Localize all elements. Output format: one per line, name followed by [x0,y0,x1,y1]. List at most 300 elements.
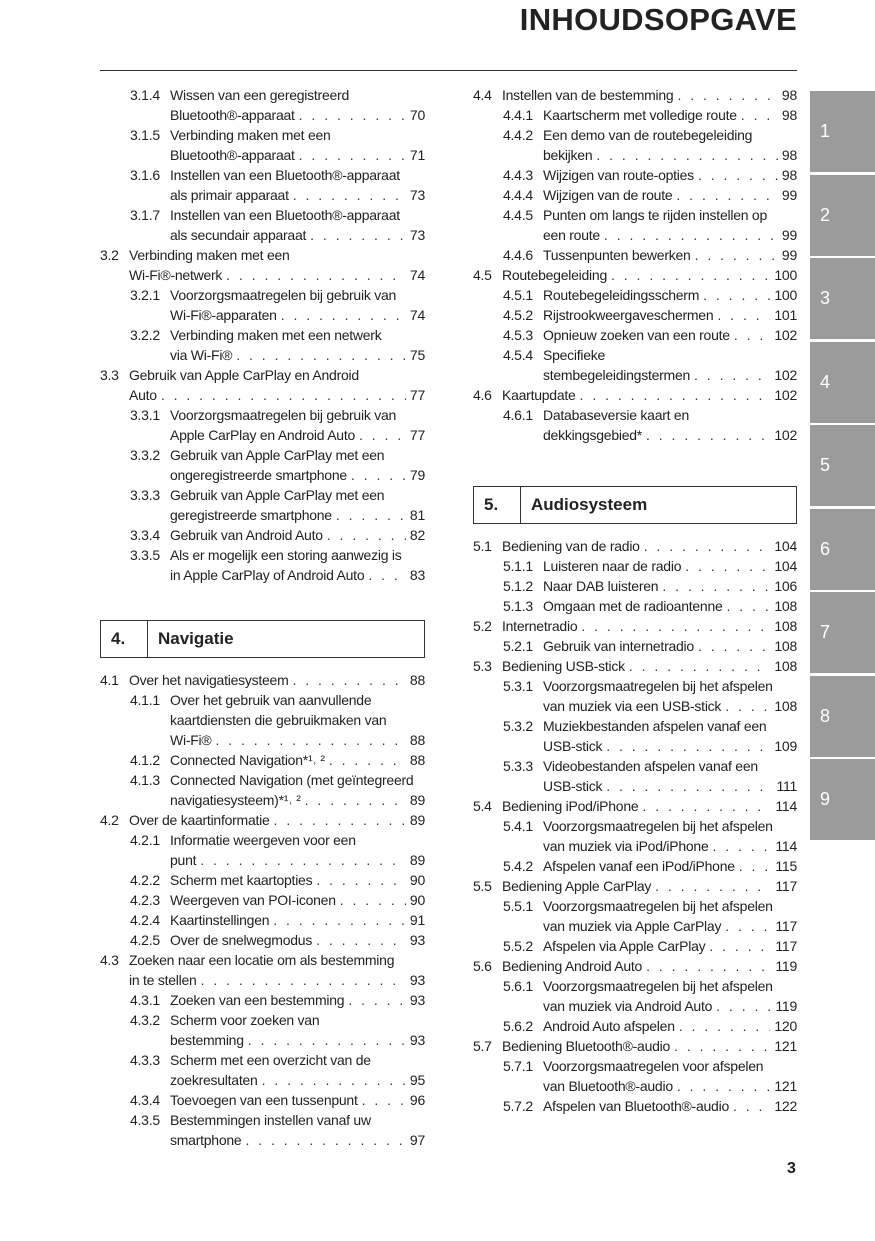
toc-entry-page[interactable]: 90 [409,872,425,888]
toc-entry-title: USB-stick [543,778,603,794]
toc-entry-page[interactable]: 121 [774,1038,797,1054]
dot-leader [629,656,771,676]
toc-entry-number: 5.5.1 [503,898,533,914]
toc-entry-page[interactable]: 108 [774,598,797,614]
toc-entry[interactable] [100,890,425,910]
toc-entry-page[interactable]: 98 [781,107,797,123]
toc-entry[interactable] [473,345,797,385]
toc-entry[interactable] [473,125,797,165]
toc-entry-title: Over de kaartinformatie [129,812,270,828]
toc-entry[interactable] [100,930,425,950]
toc-entry[interactable] [100,245,425,285]
toc-entry-page[interactable]: 101 [774,307,797,323]
toc-entry-number: 4.4.4 [503,187,533,203]
toc-entry-title: Bluetooth®-apparaat [170,107,295,123]
toc-entry[interactable] [100,950,425,990]
toc-entry-title: Weergeven van POI-iconen [170,892,336,908]
toc-entry-page[interactable]: 100 [774,267,797,283]
toc-entry-page[interactable]: 71 [409,147,425,163]
toc-entry-title: Gebruik van Apple CarPlay en Android [129,367,359,383]
dot-leader [741,105,778,125]
toc-entry-page[interactable]: 100 [774,287,797,303]
toc-entry-number: 4.2 [100,812,119,828]
dot-leader [606,776,772,796]
toc-entry-title: Als er mogelijk een storing aanwezig is [170,547,402,563]
toc-entry[interactable] [100,1050,425,1090]
toc-entry-title: bekijken [543,147,593,163]
toc-entry-number: 3.3 [100,367,119,383]
dot-leader [274,810,406,830]
dot-leader [677,1076,771,1096]
dot-leader [581,616,770,636]
toc-entry-page[interactable]: 89 [409,812,425,828]
toc-entry-line [473,365,797,385]
toc-entry[interactable] [100,125,425,165]
toc-entry-title: Wijzigen van de route [543,187,673,203]
toc-entry[interactable] [473,616,797,636]
toc-entry[interactable] [473,285,797,305]
toc-entry-number: 5.4.2 [503,858,533,874]
chapter-number: 5. [474,487,521,523]
toc-entry-number: 4.4.5 [503,207,533,223]
toc-entry-title: Bediening Bluetooth®-audio [502,1038,671,1054]
toc-entry-title: van Bluetooth®-audio [543,1078,673,1094]
toc-entry-page[interactable]: 99 [781,227,797,243]
toc-entry-line [473,616,797,636]
toc-entry-line [473,596,797,616]
toc-entry[interactable] [473,385,797,405]
toc-entry-line [100,710,425,730]
toc-entry-page[interactable]: 102 [774,387,797,403]
toc-entry-page[interactable]: 99 [781,247,797,263]
toc-entry-page[interactable]: 89 [409,792,425,808]
toc-entry[interactable] [100,85,425,125]
toc-entry[interactable] [100,545,425,585]
toc-entry-line [100,850,425,870]
toc-entry-page[interactable]: 121 [774,1078,797,1094]
toc-entry-title: Bediening Apple CarPlay [502,878,652,894]
toc-entry[interactable] [473,676,797,716]
toc-entry-number: 5.2 [473,618,492,634]
toc-entry-page[interactable]: 88 [409,752,425,768]
toc-entry-number: 5.1 [473,538,492,554]
toc-entry[interactable] [100,690,425,750]
toc-entry-line [100,990,425,1010]
toc-entry[interactable] [100,1110,425,1150]
toc-entry-page[interactable]: 108 [774,658,797,674]
toc-entry[interactable] [100,165,425,205]
toc-entry-line [100,505,425,525]
toc-entry-line [100,565,425,585]
toc-entry-line [473,385,797,405]
toc-entry-page[interactable]: 108 [774,698,797,714]
toc-entry-page[interactable]: 82 [409,527,425,543]
toc-entry-page[interactable]: 93 [409,932,425,948]
toc-entry-line [100,870,425,890]
dot-leader [293,670,406,690]
toc-entry-page[interactable]: 79 [409,467,425,483]
toc-entry-title: Informatie weergeven voor een [170,832,356,848]
toc-entry-number: 3.2.1 [130,287,160,303]
chapter-tab-4[interactable]: 4 [810,342,875,423]
dot-leader [299,105,406,125]
toc-entry[interactable] [100,525,425,545]
toc-entry-title: Auto [129,387,157,403]
toc-entry-number: 4.4 [473,87,492,103]
toc-entry-page[interactable]: 108 [774,638,797,654]
toc-entry[interactable] [473,265,797,285]
toc-entry-number: 4.6 [473,387,492,403]
toc-entry-title: Instellen van een Bluetooth®-apparaat [170,167,400,183]
toc-entry-page[interactable]: 91 [409,912,425,928]
toc-entry[interactable] [473,876,797,896]
toc-entry-title: Over het navigatiesysteem [129,672,289,688]
toc-entry-line [100,105,425,125]
toc-entry-page[interactable]: 73 [409,227,425,243]
toc-entry-title: Wi-Fi®-apparaten [170,307,277,323]
toc-entry-page[interactable]: 93 [409,992,425,1008]
toc-entry-line [100,525,425,545]
dot-leader [273,910,406,930]
toc-entry-title: Opnieuw zoeken van een route [543,327,730,343]
dot-leader [655,876,771,896]
toc-entry[interactable] [473,716,797,756]
dot-leader [305,790,406,810]
toc-entry-line [473,636,797,656]
toc-entry[interactable] [100,205,425,245]
chapter-tab-3[interactable]: 3 [810,258,875,339]
chapter-tab-6[interactable]: 6 [810,509,875,590]
toc-entry[interactable] [100,670,425,690]
chapter-tab-9[interactable]: 9 [810,759,875,840]
toc-entry[interactable] [473,536,797,556]
toc-entry-page[interactable]: 88 [409,672,425,688]
toc-entry-title: Luisteren naar de radio [543,558,682,574]
toc-entry[interactable] [473,896,797,936]
toc-entry-page[interactable]: 102 [774,427,797,443]
dot-leader [262,1070,406,1090]
toc-entry-page[interactable]: 120 [774,1018,797,1034]
toc-entry[interactable] [100,405,425,445]
toc-entry-number: 5.5 [473,878,492,894]
toc-entry-number: 3.2.2 [130,327,160,343]
toc-entry-number: 4.3.4 [130,1092,160,1108]
page-title: INHOUDSOPGAVE [519,2,797,37]
toc-entry[interactable] [100,1090,425,1110]
toc-entry-page[interactable]: 117 [775,878,797,894]
toc-entry-number: 4.1 [100,672,119,688]
toc-entry-title: Afspelen vanaf een iPod/iPhone [543,858,735,874]
toc-entry-page[interactable]: 96 [409,1092,425,1108]
toc-entry-page[interactable]: 119 [775,998,797,1014]
toc-entry-title: USB-stick [543,738,603,754]
chapter-tab-1[interactable]: 1 [810,91,875,172]
toc-entry[interactable] [473,405,797,445]
toc-entry-page[interactable]: 83 [409,567,425,583]
toc-entry[interactable] [473,205,797,245]
toc-entry[interactable] [100,485,425,525]
toc-entry-page[interactable]: 117 [775,938,797,954]
toc-entry-page[interactable]: 102 [774,327,797,343]
toc-entry-number: 5.7.2 [503,1098,533,1114]
toc-right-bottom [473,536,797,1116]
toc-entry-title: stembegeleidingstermen [543,367,691,383]
toc-entry-page[interactable]: 74 [409,267,425,283]
toc-entry-line [473,225,797,245]
toc-entry[interactable] [473,756,797,796]
toc-entry-page[interactable]: 109 [774,738,797,754]
toc-entry[interactable] [100,830,425,870]
toc-entry-title: navigatiesysteem)*¹˒ ² [170,792,301,808]
toc-entry-title: Instellen van de bestemming [502,87,674,103]
toc-entry[interactable] [473,85,797,105]
dot-leader [716,996,771,1016]
toc-entry[interactable] [473,796,797,816]
toc-entry-number: 5.3.1 [503,678,533,694]
toc-entry-number: 5.7 [473,1038,492,1054]
toc-entry-line [473,996,797,1016]
toc-entry-title: Routebegeleidingsscherm [543,287,700,303]
toc-entry[interactable] [473,165,797,185]
toc-entry-title: van muziek via Android Auto [543,998,713,1014]
toc-entry-page[interactable]: 93 [409,972,425,988]
dot-leader [248,1030,406,1050]
dot-leader [236,345,406,365]
toc-entry-title: Scherm met kaartopties [170,872,313,888]
toc-entry[interactable] [100,285,425,325]
toc-entry-page[interactable]: 117 [775,918,797,934]
toc-entry-page[interactable]: 122 [774,1098,797,1114]
toc-entry-page[interactable]: 98 [781,87,797,103]
toc-entry-page[interactable]: 115 [775,858,797,874]
toc-entry[interactable] [100,910,425,930]
toc-entry-line [473,1016,797,1036]
toc-entry[interactable] [473,105,797,125]
toc-entry-title: Zoeken van een bestemming [170,992,345,1008]
toc-entry-line [100,950,425,970]
toc-entry-line [473,145,797,165]
toc-entry-line [100,205,425,225]
toc-entry-page[interactable]: 114 [775,798,797,814]
toc-entry-number: 5.6.2 [503,1018,533,1034]
toc-entry-page[interactable]: 108 [774,618,797,634]
toc-entry-title: via Wi-Fi® [170,347,233,363]
toc-entry-number: 3.3.4 [130,527,160,543]
toc-entry-page[interactable]: 97 [409,1132,425,1148]
toc-entry-line [473,576,797,596]
toc-entry-title: Scherm voor zoeken van [170,1012,320,1028]
toc-entry[interactable] [100,770,425,810]
dot-leader [694,365,770,385]
chapter-tab-5[interactable]: 5 [810,425,875,506]
toc-entry-line [100,1010,425,1030]
toc-entry-page[interactable]: 93 [409,1032,425,1048]
toc-entry-title: Apple CarPlay en Android Auto [170,427,355,443]
toc-entry[interactable] [473,1096,797,1116]
toc-entry[interactable] [100,1010,425,1050]
dot-leader [245,1130,405,1150]
toc-entry[interactable] [473,936,797,956]
toc-entry-number: 5.6 [473,958,492,974]
toc-entry-line [473,956,797,976]
toc-entry-page[interactable]: 89 [409,852,425,868]
toc-entry-line [100,930,425,950]
toc-entry[interactable] [100,365,425,405]
toc-entry[interactable] [473,596,797,616]
toc-entry-line [100,265,425,285]
toc-entry-page[interactable]: 77 [409,387,425,403]
toc-entry-line [100,405,425,425]
toc-entry[interactable] [473,956,797,976]
toc-entry-page[interactable]: 119 [775,958,797,974]
toc-entry[interactable] [473,185,797,205]
toc-entry[interactable] [473,636,797,656]
toc-entry-number: 4.4.1 [503,107,533,123]
toc-entry[interactable] [473,576,797,596]
dot-leader [727,596,771,616]
toc-entry[interactable] [100,445,425,485]
toc-entry-number: 3.1.6 [130,167,160,183]
toc-entry[interactable] [100,870,425,890]
toc-entry[interactable] [100,750,425,770]
toc-entry-title: Verbinding maken met een netwerk [170,327,382,343]
toc-entry-line [473,796,797,816]
dot-leader [662,576,770,596]
toc-entry-number: 4.3.3 [130,1052,160,1068]
toc-entry-page[interactable]: 75 [409,347,425,363]
toc-entry-title: Gebruik van Android Auto [170,527,323,543]
toc-entry-line [100,1030,425,1050]
chapter-tab-2[interactable]: 2 [810,175,875,256]
chapter-tab-7[interactable]: 7 [810,592,875,673]
toc-entry-number: 4.5.4 [503,347,533,363]
toc-entry[interactable] [100,810,425,830]
dot-leader [674,1036,770,1056]
toc-entry-page[interactable]: 70 [409,107,425,123]
dot-leader [677,85,777,105]
toc-entry-page[interactable]: 88 [409,732,425,748]
toc-entry-title: van muziek via Apple CarPlay [543,918,722,934]
toc-entry-page[interactable]: 104 [774,558,797,574]
toc-entry-number: 4.1.2 [130,752,160,768]
toc-entry-title: Een demo van de routebegeleiding [543,127,753,143]
dot-leader [709,936,771,956]
toc-entry-page[interactable]: 81 [409,507,425,523]
toc-entry-page[interactable]: 106 [774,578,797,594]
toc-entry-line [100,385,425,405]
toc-entry-line [473,1056,797,1076]
toc-entry-title: Voorzorgsmaatregelen bij het afspelen [543,678,773,694]
toc-entry-line [100,690,425,710]
toc-entry[interactable] [473,556,797,576]
toc-entry[interactable] [100,990,425,1010]
toc-entry-title: ongeregistreerde smartphone [170,467,347,483]
toc-entry-title: Gebruik van Apple CarPlay met een [170,487,385,503]
toc-entry[interactable] [473,976,797,1016]
toc-entry-number: 3.3.1 [130,407,160,423]
toc-entry-line [473,856,797,876]
toc-entry-page[interactable]: 99 [781,187,797,203]
toc-entry-number: 4.2.5 [130,932,160,948]
toc-entry[interactable] [473,656,797,676]
toc-entry-line [100,1090,425,1110]
toc-entry-line [473,696,797,716]
toc-entry-line [100,145,425,165]
dot-leader [340,890,406,910]
toc-entry-title: Gebruik van internetradio [543,638,694,654]
chapter-5-heading[interactable] [473,486,797,524]
toc-entry[interactable] [473,1036,797,1056]
toc-entry[interactable] [473,1016,797,1036]
toc-entry[interactable] [473,1056,797,1096]
toc-entry-page[interactable]: 74 [409,307,425,323]
toc-entry-number: 3.1.7 [130,207,160,223]
toc-entry-title: Voorzorgsmaatregelen voor afspelen [543,1058,764,1074]
toc-entry-line [100,830,425,850]
toc-entry-number: 3.3.5 [130,547,160,563]
toc-entry-number: 4.2.4 [130,912,160,928]
toc-entry[interactable] [473,305,797,325]
toc-entry-page[interactable]: 95 [409,1072,425,1088]
toc-entry-title: Specifieke [543,347,606,363]
toc-entry-title: in te stellen [129,972,197,988]
toc-entry-number: 5.4.1 [503,818,533,834]
toc-entry-page[interactable]: 111 [776,778,797,794]
toc-entry-title: Zoeken naar een locatie om als bestemming [129,952,395,968]
toc-entry-number: 4.4.2 [503,127,533,143]
toc-entry-title: Bediening iPod/iPhone [502,798,639,814]
chapter-4-heading[interactable] [100,620,425,658]
toc-entry-line [473,716,797,736]
toc-entry-line [100,970,425,990]
toc-entry-title: Kaartscherm met volledige route [543,107,737,123]
dot-leader [644,536,771,556]
toc-entry-page[interactable]: 104 [774,538,797,554]
toc-entry-number: 4.3.2 [130,1012,160,1028]
toc-entry-title: dekkingsgebied* [543,427,642,443]
toc-entry-page[interactable]: 77 [409,427,425,443]
toc-entry[interactable] [473,325,797,345]
dot-leader [646,425,770,445]
toc-entry-line [473,776,797,796]
toc-entry-page[interactable]: 90 [409,892,425,908]
toc-entry-title: Bluetooth®-apparaat [170,147,295,163]
toc-entry-page[interactable]: 73 [409,187,425,203]
toc-entry[interactable] [100,325,425,365]
toc-entry-line [100,1130,425,1150]
chapter-tab-8[interactable]: 8 [810,676,875,757]
toc-entry-page[interactable]: 98 [781,147,797,163]
toc-entry-page[interactable]: 98 [781,167,797,183]
toc-entry-page[interactable]: 114 [775,838,797,854]
toc-entry-title: Bediening USB-stick [502,658,625,674]
toc-entry-title: Rijstrookweergaveschermen [543,307,714,323]
toc-entry-title: als primair apparaat [170,187,289,203]
toc-entry-line [473,736,797,756]
dot-leader [604,225,778,245]
toc-entry-number: 5.3.3 [503,758,533,774]
toc-entry[interactable] [473,856,797,876]
chapter-title: Audiosysteem [531,495,648,514]
toc-entry[interactable] [473,245,797,265]
toc-entry-line [100,245,425,265]
toc-entry-title: Voorzorgsmaatregelen bij het afspelen [543,898,773,914]
toc-entry-number: 5.3 [473,658,492,674]
toc-entry-line [473,105,797,125]
toc-entry[interactable] [473,816,797,856]
toc-entry-page[interactable]: 102 [774,367,797,383]
toc-entry-title: Verbinding maken met een [129,247,290,263]
